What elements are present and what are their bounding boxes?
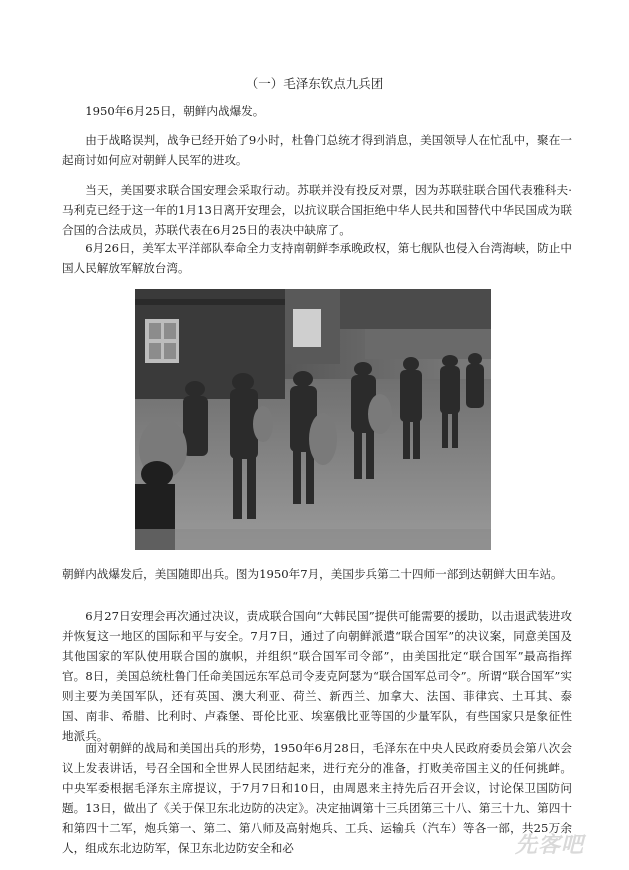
paragraph-5: 6月27日安理会再次通过决议，责成联合国向“大韩民国”提供可能需要的援助，以击退武装进攻并恢复这一地区的国际和平与安全。7月7日，通过了向朝鲜派遣“联合国军”的决议案，同意美国及其他国家的军队使用联合国的旗帜，并组织“联合国军司令部”，由美国批定“联合国军”最高指挥官。8日，美国总统杜鲁门任命美国远东军总司令麦克阿瑟为“联合国军总司令”。所谓“联合国军”实则主要为美国军队，还有英国、澳大利亚、荷兰、新西兰、加拿大、法国、菲律宾、土耳其、泰国、南非、希腊、比利时、卢森堡、哥伦比亚、埃塞俄比亚等国的少量军队，有些国家只是象征性地派兵。: [62, 609, 572, 743]
photo-caption: 朝鲜内战爆发后，美国随即出兵。图为1950年7月，美国步兵第二十四师一部到达朝鲜大田车站。: [62, 567, 563, 581]
paragraph-4: 6月26日，美军太平洋部队奉命全力支持南朝鲜李承晚政权，第七舰队也侵入台湾海峡，防止中国人民解放军解放台湾。: [62, 241, 572, 275]
site-watermark: 先客吧: [515, 833, 585, 858]
photo-soldiers-marching-icon: [135, 289, 491, 550]
paragraph-6: 面对朝鲜的战局和美国出兵的形势，1950年6月28日，毛泽东在中央人民政府委员会第八次会议上发表讲话，号召全国和全世界人民团结起来，进行充分的准备，打败美帝国主义的任何挑衅。中央军委根据毛泽东主席提议，于7月7日和10日，由周恩来主持先后召开会议，讨论保卫国防问题。13日，做出了《关于保卫东北边防的决定》。决定抽调第十三兵团第三十八、第三十九、第四十和第四十二军，炮兵第一、第二、第八师及高射炮兵、工兵、运输兵（汽车）等各一部，共25万余人，组成东北边防军，保卫东北边防安全和必: [62, 741, 572, 855]
historical-photo: [135, 289, 491, 550]
paragraph-1: 1950年6月25日，朝鲜内战爆发。: [85, 104, 265, 118]
paragraph-2: 由于战略误判，战争已经开始了9小时，杜鲁门总统才得到消息，美国领导人在忙乱中，聚在一起商讨如何应对朝鲜人民军的进攻。: [62, 133, 572, 167]
paragraph-3: 当天，美国要求联合国安理会采取行动。苏联并没有投反对票，因为苏联驻联合国代表雅科夫·马利克已经于这一年的1月13日离开安理会，以抗议联合国拒绝中华人民共和国替代中华民国成为联合国的合法成员，苏联代表在6月25日的表决中缺席了。: [62, 183, 572, 237]
section-title: （一）毛泽东钦点九兵团: [245, 76, 384, 91]
